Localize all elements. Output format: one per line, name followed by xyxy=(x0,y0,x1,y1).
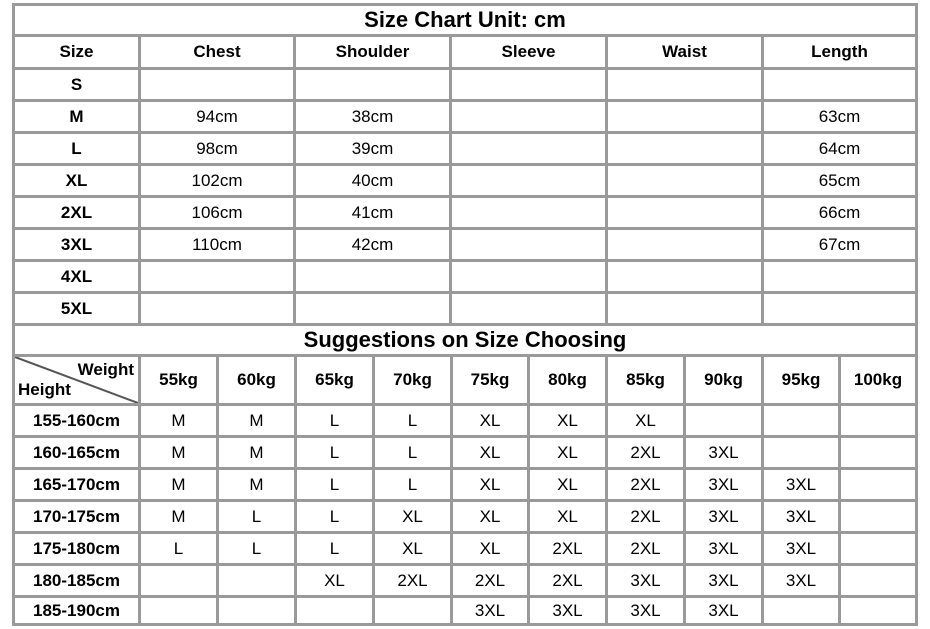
suggested-size-cell: 3XL xyxy=(764,470,838,499)
size-chart-cell: 40cm xyxy=(296,166,449,195)
suggested-size-cell xyxy=(141,598,216,623)
size-chart-cell xyxy=(141,294,293,323)
suggested-size-cell: 3XL xyxy=(686,534,761,563)
size-chart-header: Sleeve xyxy=(452,37,605,67)
suggested-size-cell: XL xyxy=(453,534,527,563)
suggested-size-cell: 3XL xyxy=(764,502,838,531)
suggested-size-cell: M xyxy=(219,406,294,435)
suggested-size-cell: 2XL xyxy=(608,470,683,499)
size-chart-cell: 98cm xyxy=(141,134,293,163)
suggested-size-cell: 3XL xyxy=(530,598,605,623)
suggested-size-cell: 2XL xyxy=(453,566,527,595)
suggested-size-cell: 3XL xyxy=(686,438,761,467)
weight-header: 55kg xyxy=(141,357,216,403)
suggested-size-cell: XL xyxy=(453,406,527,435)
size-chart-cell: 102cm xyxy=(141,166,293,195)
suggested-size-cell xyxy=(841,406,915,435)
suggested-size-cell: L xyxy=(297,438,372,467)
suggested-size-cell xyxy=(686,406,761,435)
suggested-size-cell xyxy=(141,566,216,595)
suggested-size-cell xyxy=(375,598,450,623)
size-chart-cell xyxy=(452,70,605,99)
size-chart-cell xyxy=(141,262,293,291)
suggested-size-cell xyxy=(219,566,294,595)
size-chart-cell xyxy=(452,134,605,163)
suggested-size-cell: L xyxy=(141,534,216,563)
size-chart-cell: 39cm xyxy=(296,134,449,163)
suggested-size-cell: XL xyxy=(297,566,372,595)
suggested-size-cell: XL xyxy=(375,502,450,531)
suggested-size-cell: 3XL xyxy=(608,598,683,623)
suggested-size-cell: 3XL xyxy=(764,566,838,595)
size-chart-cell: 63cm xyxy=(764,102,915,131)
size-chart-cell: 67cm xyxy=(764,230,915,259)
size-chart-cell xyxy=(452,262,605,291)
size-chart-cell xyxy=(764,262,915,291)
suggested-size-cell: XL xyxy=(608,406,683,435)
size-chart-cell: 38cm xyxy=(296,102,449,131)
size-chart-cell xyxy=(296,70,449,99)
weight-header: 65kg xyxy=(297,357,372,403)
suggested-size-cell: 3XL xyxy=(453,598,527,623)
size-chart-cell xyxy=(608,70,761,99)
suggested-size-cell: 2XL xyxy=(608,502,683,531)
suggested-size-cell: 2XL xyxy=(608,438,683,467)
weight-header: 75kg xyxy=(453,357,527,403)
suggested-size-cell xyxy=(841,534,915,563)
suggested-size-cell: XL xyxy=(453,470,527,499)
suggested-size-cell: M xyxy=(141,502,216,531)
suggested-size-cell: 3XL xyxy=(686,566,761,595)
size-chart-cell: 66cm xyxy=(764,198,915,227)
size-chart-cell: 106cm xyxy=(141,198,293,227)
suggested-size-cell: XL xyxy=(453,502,527,531)
size-chart-title: Size Chart Unit: cm xyxy=(15,6,915,34)
weight-header: 90kg xyxy=(686,357,761,403)
size-label: S xyxy=(15,70,138,99)
suggested-size-cell: M xyxy=(219,438,294,467)
size-chart-cell xyxy=(296,294,449,323)
weight-header: 80kg xyxy=(530,357,605,403)
suggested-size-cell xyxy=(764,438,838,467)
suggested-size-cell: L xyxy=(297,406,372,435)
size-chart-cell xyxy=(764,70,915,99)
suggested-size-cell xyxy=(297,598,372,623)
weight-height-corner xyxy=(15,357,138,403)
size-chart-cell xyxy=(296,262,449,291)
suggested-size-cell: M xyxy=(141,438,216,467)
suggested-size-cell xyxy=(764,598,838,623)
suggested-size-cell: M xyxy=(141,470,216,499)
suggested-size-cell: L xyxy=(375,406,450,435)
size-chart-cell: 41cm xyxy=(296,198,449,227)
suggested-size-cell: 3XL xyxy=(764,534,838,563)
size-label: L xyxy=(15,134,138,163)
height-label: 155-160cm xyxy=(15,406,138,435)
height-label: 185-190cm xyxy=(15,598,138,623)
size-chart-header: Size xyxy=(15,37,138,67)
size-chart-cell xyxy=(141,70,293,99)
suggested-size-cell xyxy=(841,438,915,467)
suggested-size-cell: L xyxy=(297,534,372,563)
suggested-size-cell: XL xyxy=(530,470,605,499)
suggested-size-cell xyxy=(841,598,915,623)
suggested-size-cell: L xyxy=(297,502,372,531)
height-axis-label: Height xyxy=(18,380,71,399)
size-label: XL xyxy=(15,166,138,195)
size-chart-cell: 65cm xyxy=(764,166,915,195)
size-chart-header: Waist xyxy=(608,37,761,67)
suggested-size-cell: M xyxy=(141,406,216,435)
weight-axis-label: Weight xyxy=(77,360,134,379)
size-chart-cell xyxy=(608,198,761,227)
size-chart-cell xyxy=(608,262,761,291)
height-label: 165-170cm xyxy=(15,470,138,499)
size-label: M xyxy=(15,102,138,131)
size-chart-cell xyxy=(764,294,915,323)
suggested-size-cell: XL xyxy=(530,438,605,467)
size-chart-cell xyxy=(608,166,761,195)
suggested-size-cell: 2XL xyxy=(375,566,450,595)
suggested-size-cell: L xyxy=(219,502,294,531)
size-label: 2XL xyxy=(15,198,138,227)
size-chart-cell xyxy=(608,134,761,163)
size-label: 5XL xyxy=(15,294,138,323)
suggested-size-cell: 3XL xyxy=(686,598,761,623)
size-chart-cell xyxy=(452,166,605,195)
suggested-size-cell: XL xyxy=(530,502,605,531)
suggested-size-cell xyxy=(841,502,915,531)
size-chart-cell xyxy=(452,294,605,323)
suggested-size-cell: 3XL xyxy=(686,470,761,499)
suggested-size-cell: L xyxy=(297,470,372,499)
weight-header: 70kg xyxy=(375,357,450,403)
suggested-size-cell: XL xyxy=(375,534,450,563)
weight-header: 100kg xyxy=(841,357,915,403)
suggested-size-cell: L xyxy=(375,438,450,467)
size-chart-cell: 42cm xyxy=(296,230,449,259)
size-label: 3XL xyxy=(15,230,138,259)
size-chart-header: Shoulder xyxy=(296,37,449,67)
suggested-size-cell xyxy=(841,470,915,499)
suggested-size-cell: M xyxy=(219,470,294,499)
weight-header: 95kg xyxy=(764,357,838,403)
size-chart-cell xyxy=(608,102,761,131)
suggested-size-cell: 3XL xyxy=(608,566,683,595)
size-label: 4XL xyxy=(15,262,138,291)
suggested-size-cell: L xyxy=(219,534,294,563)
height-label: 175-180cm xyxy=(15,534,138,563)
size-chart-cell: 94cm xyxy=(141,102,293,131)
suggested-size-cell: 2XL xyxy=(530,566,605,595)
size-chart-header: Length xyxy=(764,37,915,67)
size-chart-cell xyxy=(608,294,761,323)
suggested-size-cell: 2XL xyxy=(608,534,683,563)
suggested-size-cell: XL xyxy=(530,406,605,435)
size-chart-cell xyxy=(452,198,605,227)
height-label: 180-185cm xyxy=(15,566,138,595)
size-chart-cell xyxy=(452,230,605,259)
suggested-size-cell: 3XL xyxy=(686,502,761,531)
size-chart-cell: 110cm xyxy=(141,230,293,259)
height-label: 170-175cm xyxy=(15,502,138,531)
suggested-size-cell xyxy=(841,566,915,595)
size-chart-cell: 64cm xyxy=(764,134,915,163)
suggested-size-cell: XL xyxy=(453,438,527,467)
weight-header: 85kg xyxy=(608,357,683,403)
suggested-size-cell: 2XL xyxy=(530,534,605,563)
suggested-size-cell xyxy=(764,406,838,435)
size-chart-cell xyxy=(608,230,761,259)
suggestions-title: Suggestions on Size Choosing xyxy=(15,326,915,354)
size-chart-header: Chest xyxy=(141,37,293,67)
weight-header: 60kg xyxy=(219,357,294,403)
size-chart-cell xyxy=(452,102,605,131)
suggested-size-cell xyxy=(219,598,294,623)
height-label: 160-165cm xyxy=(15,438,138,467)
suggested-size-cell: L xyxy=(375,470,450,499)
